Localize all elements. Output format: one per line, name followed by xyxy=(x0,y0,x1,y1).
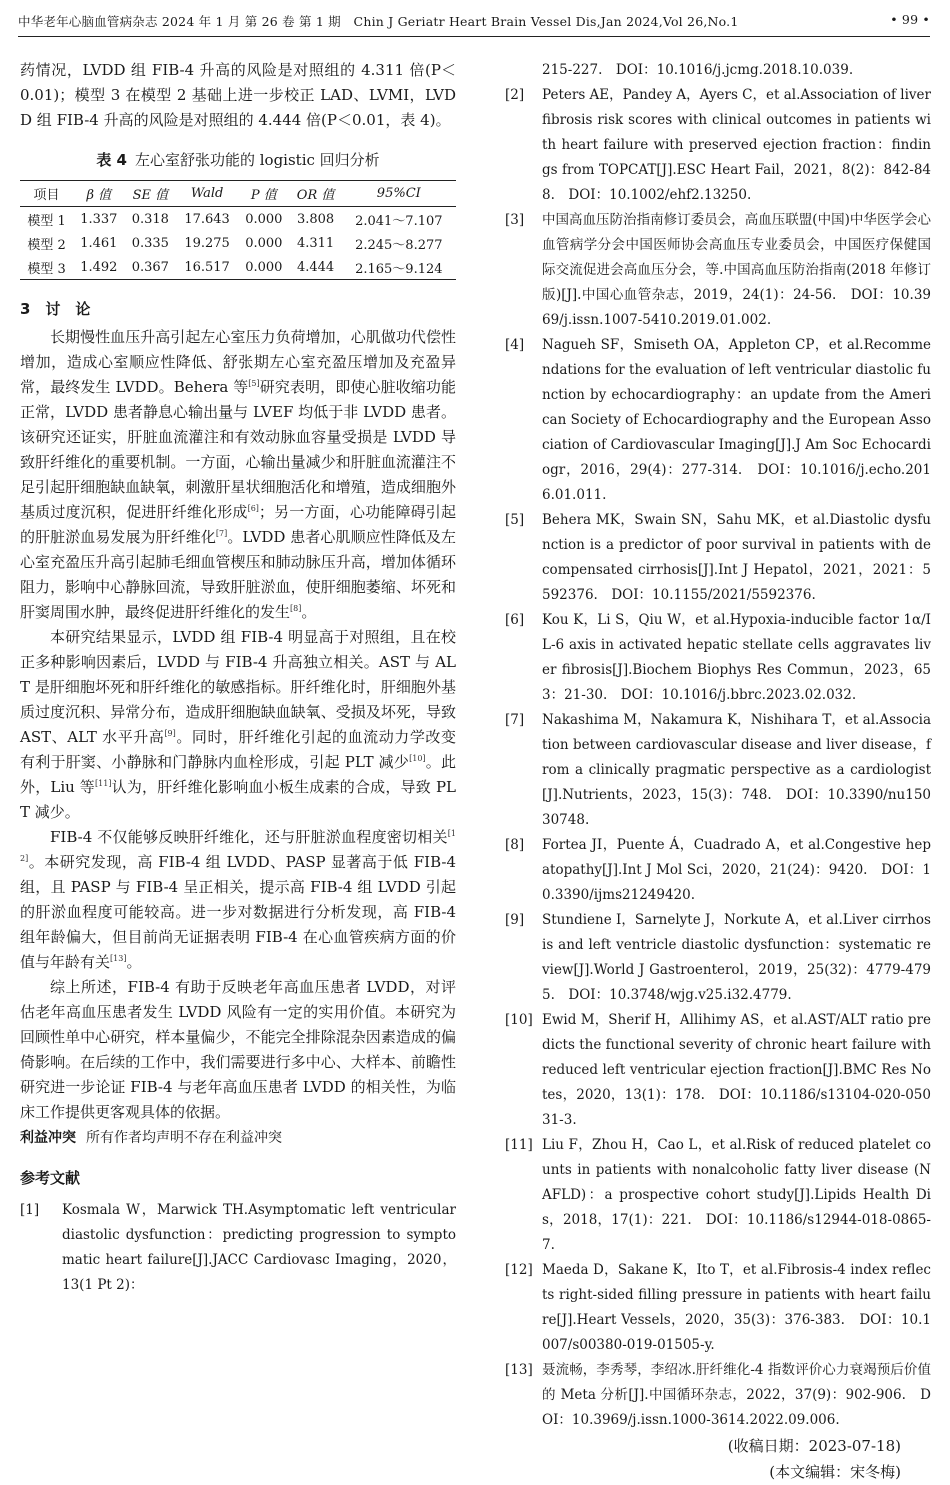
table-cell: 0.318 xyxy=(131,211,169,227)
text-run: 长期慢性血压升高引起左心室压力负荷增加，心肌做功代偿性增加，造成心室顺应性降低、舒张期左心室充盈压增加及充盈异常，最终发生 LVDD。Behera 等 xyxy=(20,328,456,396)
reference-text: Stundiene I，Sarnelyte J，Norkute A，et al.Liver cirrhosis and left ventricle diastolic dysfunction：systematic review[J].World J Gastroenterol，2019，25(32)：4779-4795. DOI：10.3748/wjg.v25.i32.4779. xyxy=(542,912,931,1003)
citation-link[interactable]: [8] xyxy=(290,604,302,613)
text-run: FIB-4 不仅能够反映肝纤维化，还与肝脏淤血程度密切相关 xyxy=(50,828,448,846)
reference-number: [8] xyxy=(505,837,525,853)
col-wald: Wald xyxy=(190,186,224,201)
reference-text: 中国高血压防治指南修订委员会，高血压联盟(中国)中华医学会心血管病学分会中国医师协会高血压专业委员会，中国医疗保健国际交流促进会高血压分会，等.中国高血压防治指南(2018 年修订版)[J].中国心血管杂志，2019，24(1)：24-56. DOI：10.3969/j.issn.1007-5410.2019.01.002. xyxy=(542,212,931,328)
reference-number: [9] xyxy=(505,912,525,928)
table-label: 表 4 xyxy=(96,151,127,169)
reference-continuation xyxy=(505,58,931,83)
text-run: 。 xyxy=(126,953,142,971)
table-cell: 0.335 xyxy=(131,235,169,251)
col-p: P 值 xyxy=(250,188,277,203)
table-row xyxy=(20,231,456,255)
citation-link[interactable]: [11] xyxy=(95,779,112,788)
table-cell: 1.492 xyxy=(80,259,118,275)
text-run: 。同时，肝纤维化引起的血流动力学改变有利于肝窦、小静脉和门静脉内血栓形成，引起 PLT 减少 xyxy=(20,728,456,771)
results-continuation: 药情况，LVDD 组 FIB-4 升高的风险是对照组的 4.311 倍(P＜0.01)；模型 3 在模型 2 基础上进一步校正 LAD、LVMI，LVDD 组 FIB-4 升高的风险是对照组的 4.444 倍(P＜0.01，表 4)。 xyxy=(20,61,456,129)
text-run: 。LVDD 患者心肌顺应性降低及左心室充盈压升高引起肺毛细血管楔压和肺动脉压升高，增加体循环阻力，影响中心静脉回流，导致肝脏淤血，使肝细胞萎缩、坏死和肝窦周围水肿，最终促进肝纤维化的发生 xyxy=(20,528,456,621)
citation-link[interactable]: [5] xyxy=(248,379,260,388)
table-cell: 3.808 xyxy=(296,211,335,227)
discussion-paragraph-2 xyxy=(20,625,456,825)
table-cell: 16.517 xyxy=(184,259,230,275)
reference-number: [11] xyxy=(505,1137,533,1153)
editor-note: (本文编辑：宋冬梅) xyxy=(769,1463,901,1481)
reference-item xyxy=(505,1133,931,1258)
table-title: 左心室舒张功能的 logistic 回归分析 xyxy=(134,151,380,169)
regression-table xyxy=(20,180,456,280)
table-cell: 0.367 xyxy=(131,259,169,275)
reference-text: Ewid M，Sherif H，Allihimy AS，et al.AST/ALT ratio predicts the functional severity of chronic heart failure with reduced left ventricular ejection fraction[J].BMC Res Notes，2020，13(1)：178. DOI：10.1186/s13104-020-05031-3. xyxy=(542,1012,931,1128)
discussion-paragraph-1 xyxy=(20,325,456,625)
reference-item xyxy=(505,1358,931,1433)
table-cell: 2.165～9.124 xyxy=(355,261,443,277)
reference-text: Peters AE，Pandey A，Ayers C，et al.Association of liver fibrosis risk scores with clinical outcomes in patients with heart failure with preserved ejection fraction：findings from TOPCAT[J].ESC Heart Fail，2021，8(2)：842-848. DOI：10.1002/ehf2.13250. xyxy=(542,87,931,203)
citation-link[interactable]: [13] xyxy=(110,954,127,963)
conflict-of-interest xyxy=(20,1127,456,1147)
text-run: 本研究结果显示，LVDD 组 FIB-4 明显高于对照组，且在校正多种影响因素后，LVDD 与 FIB-4 升高独立相关。AST 与 ALT 是肝细胞坏死和肝纤维化的敏感指标。肝纤维化时，肝细胞外基质过度沉积、异常分布，造成肝细胞缺血缺氧、受损及坏死，导致 AST、ALT 水平升高 xyxy=(20,628,456,746)
reference-text: Nagueh SF，Smiseth OA，Appleton CP，et al.Recommendations for the evaluation of left ventricular diastolic function by echocardiography：an update from the American Society of Echocardiography and the European Association of Cardiovascular Imaging[J].J Am Soc Echocardiogr，2016，29(4)：277-314. DOI：10.1016/j.echo.2016.01.011. xyxy=(542,337,931,503)
received-date: (收稿日期：2023-07-18) xyxy=(727,1437,901,1455)
citation-link[interactable]: [12] xyxy=(20,829,456,863)
reference-item xyxy=(505,1258,931,1358)
reference-number: [1] xyxy=(20,1202,40,1218)
table-cell: 1.461 xyxy=(80,235,118,251)
reference-number: [10] xyxy=(505,1012,533,1028)
table-cell: 4.444 xyxy=(296,259,335,275)
reference-list xyxy=(505,83,931,1433)
table-cell: 模型 2 xyxy=(27,237,66,253)
col-se: SE 值 xyxy=(132,188,169,203)
table-cell: 2.041～7.107 xyxy=(355,213,443,229)
conflict-label: 利益冲突 xyxy=(20,1130,76,1146)
reference-item xyxy=(505,333,931,508)
header-rule xyxy=(18,36,930,37)
table-caption xyxy=(20,149,456,170)
table-cell: 17.643 xyxy=(184,211,230,227)
col-beta: β 值 xyxy=(86,188,112,203)
conflict-text: 所有作者均声明不存在利益冲突 xyxy=(86,1130,282,1146)
reference-number: [4] xyxy=(505,337,525,353)
reference-text: Maeda D，Sakane K，Ito T，et al.Fibrosis-4 index reflects right-sided filling pressure in patients with heart failure[J].Heart Vessels，2020，35(3)：376-383. DOI：10.1007/s00380-019-01505-y. xyxy=(542,1262,931,1353)
right-column xyxy=(505,58,931,1485)
text-run: 。 xyxy=(301,603,317,621)
table-cell: 模型 3 xyxy=(27,261,66,277)
reference-number: [3] xyxy=(505,212,525,228)
col-ci: 95%CI xyxy=(376,186,421,201)
reference-text: Fortea JI，Puente Á，Cuadrado A，et al.Congestive hepatopathy[J].Int J Mol Sci，2020，21(24)：9420. DOI：10.3390/ijms21249420. xyxy=(542,837,931,903)
reference-number: [5] xyxy=(505,512,525,528)
reference-item xyxy=(505,833,931,908)
references-heading: 参考文献 xyxy=(20,1169,81,1187)
table-cell: 0.000 xyxy=(245,211,283,227)
text-run: 研究表明，即使心脏收缩功能正常，LVDD 患者静息心输出量与 LVEF 均低于非 LVDD 患者。该研究还证实，肝脏血流灌注和有效动脉血容量受损是 LVDD 导致肝纤维化的重要机制。一方面，心输出量减少和肝脏血流灌注不足引起肝细胞缺血缺氧，刺激肝星状细胞活化和增殖，造成细胞外基质过度沉积，促进肝纤维化形成 xyxy=(20,378,456,521)
reference-text: Kosmala W，Marwick TH.Asymptomatic left ventricular diastolic dysfunction：predicting progression to symptomatic heart failure[J].JACC Cardiovasc Imaging，2020，13(1 Pt 2)： xyxy=(62,1202,456,1293)
reference-item xyxy=(505,608,931,708)
reference-number: [6] xyxy=(505,612,525,628)
citation-link[interactable]: [6] xyxy=(247,504,259,513)
table-cell: 19.275 xyxy=(184,235,230,251)
table-cell: 4.311 xyxy=(296,235,335,251)
citation-link[interactable]: [9] xyxy=(164,729,176,738)
table-row xyxy=(20,255,456,280)
reference-text: 215-227. DOI：10.1016/j.jcmg.2018.10.039. xyxy=(542,62,854,78)
table-header-row xyxy=(20,181,456,207)
reference-item xyxy=(505,208,931,333)
reference-item xyxy=(505,83,931,208)
table-cell: 2.245～8.277 xyxy=(355,237,443,253)
reference-item xyxy=(505,708,931,833)
reference-text: Behera MK，Swain SN，Sahu MK，et al.Diastolic dysfunction is a predictor of poor survival in patients with decompensated cirrhosis[J].Int J Hepatol，2021，2021：5592376. DOI：10.1155/2021/5592376. xyxy=(542,512,931,603)
col-item: 项目 xyxy=(33,188,60,203)
reference-text: Liu F，Zhou H，Cao L，et al.Risk of reduced platelet counts in patients with nonalcoholic fatty liver disease (NAFLD)：a prospective cohort study[J].Lipids Health Dis，2018，17(1)：221. DOI：10.1186/s12944-018-0865-7. xyxy=(542,1137,931,1253)
discussion-paragraph-3 xyxy=(20,825,456,975)
reference-item xyxy=(505,1008,931,1133)
text-run: 认为，肝纤维化影响血小板生成素的合成，导致 PLT 减少。 xyxy=(20,778,456,821)
citation-link[interactable]: [10] xyxy=(409,754,426,763)
table-cell: 1.337 xyxy=(80,211,118,227)
reference-text: Kou K，Li S，Qiu W，et al.Hypoxia-inducible factor 1α/IL-6 axis in activated hepatic stellate cells aggravates liver fibrosis[J].Biochem Biophys Res Commun，2023，653：21-30. DOI：10.1016/j.bbrc.2023.02.032. xyxy=(542,612,931,703)
reference-number: [13] xyxy=(505,1362,533,1378)
table-cell: 模型 1 xyxy=(27,213,66,229)
text-run: 。此外，Liu 等 xyxy=(20,753,456,796)
reference-text: Nakashima M，Nakamura K，Nishihara T，et al.Association between cardiovascular disease and liver disease，from a clinically pragmatic perspective as a cardiologist[J].Nutrients，2023，15(3)：748. DOI：10.3390/nu15030748. xyxy=(542,712,931,828)
reference-text: 聂流畅，李秀琴，李绍冰.肝纤维化-4 指数评价心力衰竭预后价值的 Meta 分析[J].中国循环杂志，2022，37(9)：902-906. DOI：10.3969/j.issn.1000-3614.2022.09.006. xyxy=(542,1362,931,1428)
citation-link[interactable]: [7] xyxy=(215,529,228,538)
page-number: • 99 • xyxy=(890,12,930,27)
reference-item xyxy=(505,508,931,608)
left-column xyxy=(20,58,456,1298)
table-cell: 0.000 xyxy=(245,235,283,251)
col-or: OR 值 xyxy=(296,188,335,203)
reference-item xyxy=(505,908,931,1008)
reference-number: [12] xyxy=(505,1262,533,1278)
reference-number: [7] xyxy=(505,712,525,728)
discussion-paragraph-4: 综上所述，FIB-4 有助于反映老年高血压患者 LVDD，对评估老年高血压患者发生 LVDD 风险有一定的实用价值。本研究为回顾性单中心研究，样本量偏少，不能完全排除混杂因素造成的偏倚影响。在后续的工作中，我们需要进行多中心、大样本、前瞻性研究进一步论证 FIB-4 与老年高血压患者 LVDD 的相关性，为临床工作提供更客观具体的依据。 xyxy=(20,978,456,1121)
running-header xyxy=(18,12,930,30)
discussion-heading: 3 讨 论 xyxy=(20,300,91,318)
reference-item xyxy=(20,1198,456,1298)
running-title: 中华老年心脑血管病杂志 2024 年 1 月 第 26 卷 第 1 期 Chin J Geriatr Heart Brain Vessel Dis,Jan 2024,Vol 26,No.1 xyxy=(18,14,739,29)
text-run: 。本研究发现，高 FIB-4 组 LVDD、PASP 显著高于低 FIB-4 组，且 PASP 与 FIB-4 呈正相关，提示高 FIB-4 组 LVDD 引起的肝淤血程度可能较高。进一步对数据进行分析发现，高 FIB-4 组年龄偏大，但目前尚无证据表明 FIB-4 在心血管疾病方面的价值与年龄有关 xyxy=(20,853,456,971)
reference-number: [2] xyxy=(505,87,525,103)
table-row xyxy=(20,207,456,232)
table-cell: 0.000 xyxy=(245,259,283,275)
text-run: ；另一方面，心功能障碍引起的肝脏淤血易发展为肝纤维化 xyxy=(20,503,456,546)
